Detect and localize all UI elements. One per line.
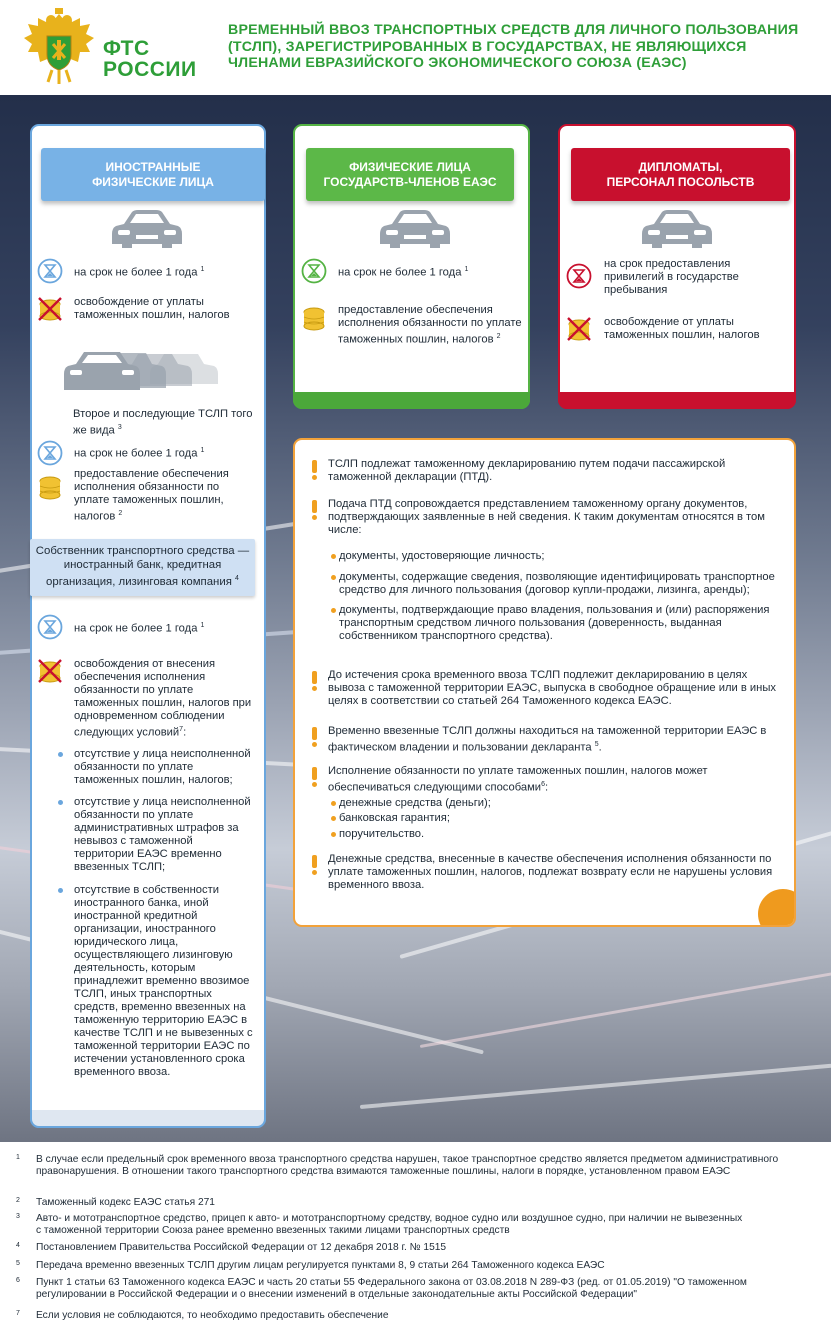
owner-condition-1: отсутствие у лица неисполненной обязанности по уплате таможенных пошлин, налогов; (74, 748, 251, 786)
footnote-7: Если условия не соблюдаются, то необходимо предоставить обеспечение (36, 1310, 389, 1321)
footnote-4: Постановлением Правительства Российской Федерации от 12 декабря 2018 г. № 1515 (36, 1242, 447, 1253)
hourglass-icon (37, 258, 63, 284)
info-panel (293, 438, 796, 927)
exclamation-icon (311, 460, 319, 480)
coins-crossed-icon (37, 296, 63, 322)
foreign-second-term: на срок не более 1 года $^1$ (74, 447, 205, 460)
exclamation-icon (311, 767, 319, 787)
label-eaeu-line-1: ФИЗИЧЕСКИЕ ЛИЦА (349, 160, 471, 174)
exclamation-icon (311, 855, 319, 875)
foreign-exempt: освобождение от уплаты таможенных пошлин, налогов (74, 296, 230, 321)
diplomats-exempt: освобождение от уплаты таможенных пошлин, налогов (604, 316, 760, 341)
owner-exempt: освобождения от внесения обеспечения исполнения обязанности по уплате таможенных пошлин, налогов при одновременном соблюдении следующих условий$^7$: (74, 658, 252, 739)
foreign-term: на срок не более 1 года $^1$ (74, 266, 205, 279)
bullet-dot (331, 816, 336, 821)
column-diplomats-footer (558, 392, 796, 409)
info-doc-item-3: документы, подтверждающие право владения, пользования и (или) распоряжения транспортным средством личного пользования (доверенность, выданная собственником транспортного средства). (339, 604, 770, 642)
foreign-second-security: предоставление обеспечения исполнения обязанности по уплате таможенных пошлин, налогов $^2$ (74, 468, 229, 523)
bullet-dot (331, 832, 336, 837)
exclamation-icon (311, 500, 319, 520)
hourglass-icon (301, 258, 327, 284)
info-paragraph-1: ТСЛП подлежат таможенному декларированию путем подачи пассажирской таможенной декларации (ПТД). (328, 458, 726, 483)
car-icon (640, 208, 714, 250)
brand (103, 38, 197, 80)
car-icon (378, 208, 452, 250)
car-fleet-icon (64, 348, 224, 392)
brand-line-2: РОССИИ (103, 58, 197, 81)
exclamation-icon (311, 671, 319, 691)
diplomats-term: на срок предоставления привилегий в государстве пребывания (604, 258, 739, 296)
footnote-6: Пункт 1 статьи 63 Таможенного кодекса ЕАЭС и часть 20 статьи 55 Федерального закона от 03.08.2018 N 289-ФЗ (ред. от 01.05.2019) "О таможенном регулировании в Российской Федерации и о внесении изменений в отдельные законодательные акты Российской Федерации" (36, 1277, 747, 1300)
label-eaeu-line-2: ГОСУДАРСТВ-ЧЛЕНОВ ЕАЭС (323, 174, 497, 189)
info-security-item-1: денежные средства (деньги); (339, 797, 491, 809)
owner-condition-2: отсутствие у лица неисполненной обязанности по уплате административных штрафов за невывоз с таможенной территории ЕАЭС временно ввезенных ТСЛП; (74, 796, 251, 873)
bullet-dot (331, 801, 336, 806)
footnote-3-number: 3 (16, 1213, 20, 1220)
exclamation-icon (311, 727, 319, 747)
info-security-item-2: банковская гарантия; (339, 812, 450, 824)
footnote-5-number: 5 (16, 1260, 20, 1267)
label-diplomats-line-1: ДИПЛОМАТЫ, (638, 160, 723, 174)
info-doc-item-1: документы, удостоверяющие личность; (339, 550, 545, 562)
owner-condition-3: отсутствие в собственности иностранного банка, иной иностранной кредитной организации, иностранного юридического лица, осуществляющего лизинговую деятельность, которым принадлежит временно ввозимое ТСЛП, иных транспортных средств, временно ввезенных на таможенную территорию ЕАЭС в качестве ТСЛП и не вывезенных с таможенной территории ЕАЭС по истечении установленного срока временного ввоза. (74, 884, 253, 1078)
label-eaeu-individuals (306, 148, 514, 201)
label-foreign-individuals (41, 148, 265, 201)
car-icon (110, 208, 184, 250)
eaeu-security: предоставление обеспечения исполнения обязанности по уплате таможенных пошлин, налогов $^2$ (338, 304, 522, 346)
info-paragraph-2: Подача ПТД сопровождается представлением таможенному органу документов, подтверждающих заявленные в ней сведения. К таким документам относятся в том числе: (328, 498, 765, 536)
coins-icon (301, 306, 327, 332)
info-corner-decoration (758, 889, 796, 927)
bullet-dot (331, 608, 336, 613)
header (0, 0, 831, 95)
hourglass-icon (37, 614, 63, 640)
info-paragraph-5: Исполнение обязанности по уплате таможенных пошлин, налогов может обеспечиваться следующими способами$^6$: (328, 765, 708, 794)
bullet-dot (58, 888, 63, 893)
label-foreign-line-1: ИНОСТРАННЫЕ (105, 160, 201, 174)
bullet-dot (331, 575, 336, 580)
info-paragraph-6: Денежные средства, внесенные в качестве обеспечения исполнения обязанности по уплате таможенных пошлин, налогов, подлежат возврату если не нарушены условия временного ввоза. (328, 853, 773, 891)
footnote-1: В случае если предельный срок временного ввоза транспортного средства нарушен, такое транспортное средство является предметом административного правонарушения. В отношении такого транспортного средства взимаются таможенные пошлины, налоги в порядке, установленном правом ЕАЭС (36, 1154, 779, 1177)
footnote-5: Передача временно ввезенных ТСЛП другим лицам регулируется пунктами 8, 9 статьи 264 Таможенного кодекса ЕАЭС (36, 1260, 605, 1271)
coins-icon (37, 475, 63, 501)
label-diplomats-line-2: ПЕРСОНАЛ ПОСОЛЬСТВ (606, 174, 755, 189)
info-paragraph-4: Временно ввезенные ТСЛП должны находиться на таможенной территории ЕАЭС в фактическом владении и пользовании декларанта $^5$. (328, 725, 767, 754)
bullet-dot (58, 800, 63, 805)
owner-label: Собственник транспортного средства — иностранный банк, кредитная организация, лизинговая компания $^4$ (30, 539, 255, 596)
fts-emblem-icon (22, 8, 96, 86)
page-title: ВРЕМЕННЫЙ ВВОЗ ТРАНСПОРТНЫХ СРЕДСТВ ДЛЯ ЛИЧНОГО ПОЛЬЗОВАНИЯ (ТСЛП), ЗАРЕГИСТРИРОВАННЫХ В ГОСУДАРСТВАХ, НЕ ЯВЛЯЮЩИХСЯ ЧЛЕНАМИ ЕВРАЗИЙСКОГО ЭКОНОМИЧЕСКОГО СОЮЗА (ЕАЭС) (228, 22, 799, 71)
footnotes (0, 1142, 831, 1344)
coins-crossed-icon (37, 658, 63, 684)
coins-crossed-icon (566, 316, 592, 342)
column-foreign-footer (30, 1110, 266, 1128)
info-paragraph-3: До истечения срока временного ввоза ТСЛП подлежит декларированию в целях вывоза с таможенной территории ЕАЭС, выпуска в свободное обращение или в иных целях в соответствии со статьей 264 Таможенного кодекса ЕАЭС. (328, 669, 776, 707)
info-security-item-3: поручительство. (339, 828, 425, 840)
footnote-6-number: 6 (16, 1277, 20, 1284)
info-doc-item-2: документы, содержащие сведения, позволяющие идентифицировать транспортное средство для личного пользования (договор купли-продажи, лизинга, аренды); (339, 571, 775, 596)
footnote-2-number: 2 (16, 1197, 20, 1204)
label-diplomats (571, 148, 790, 201)
owner-term: на срок не более 1 года $^1$ (74, 622, 205, 635)
eaeu-term: на срок не более 1 года $^1$ (338, 266, 469, 279)
footnote-4-number: 4 (16, 1242, 20, 1249)
footnote-1-number: 1 (16, 1154, 20, 1161)
column-eaeu-footer (293, 392, 530, 409)
bullet-dot (331, 554, 336, 559)
foreign-second-caption: Второе и последующие ТСЛП того же вида $^3$ (73, 408, 253, 437)
label-foreign-line-2: ФИЗИЧЕСКИЕ ЛИЦА (92, 174, 214, 189)
hourglass-icon (37, 440, 63, 466)
footnote-3: Авто- и мототранспортное средство, прицеп к авто- и мототранспортному средству, водное судно или воздушное судно, при наличии не вывезенных с таможенной территории Союза ранее временно ввезенных такими лицами транспортных средств (36, 1213, 743, 1236)
brand-line-1: ФТС (103, 37, 150, 60)
hourglass-icon (566, 263, 592, 289)
bullet-dot (58, 752, 63, 757)
footnote-2: Таможенный кодекс ЕАЭС статья 271 (36, 1197, 215, 1208)
footnote-7-number: 7 (16, 1310, 20, 1317)
